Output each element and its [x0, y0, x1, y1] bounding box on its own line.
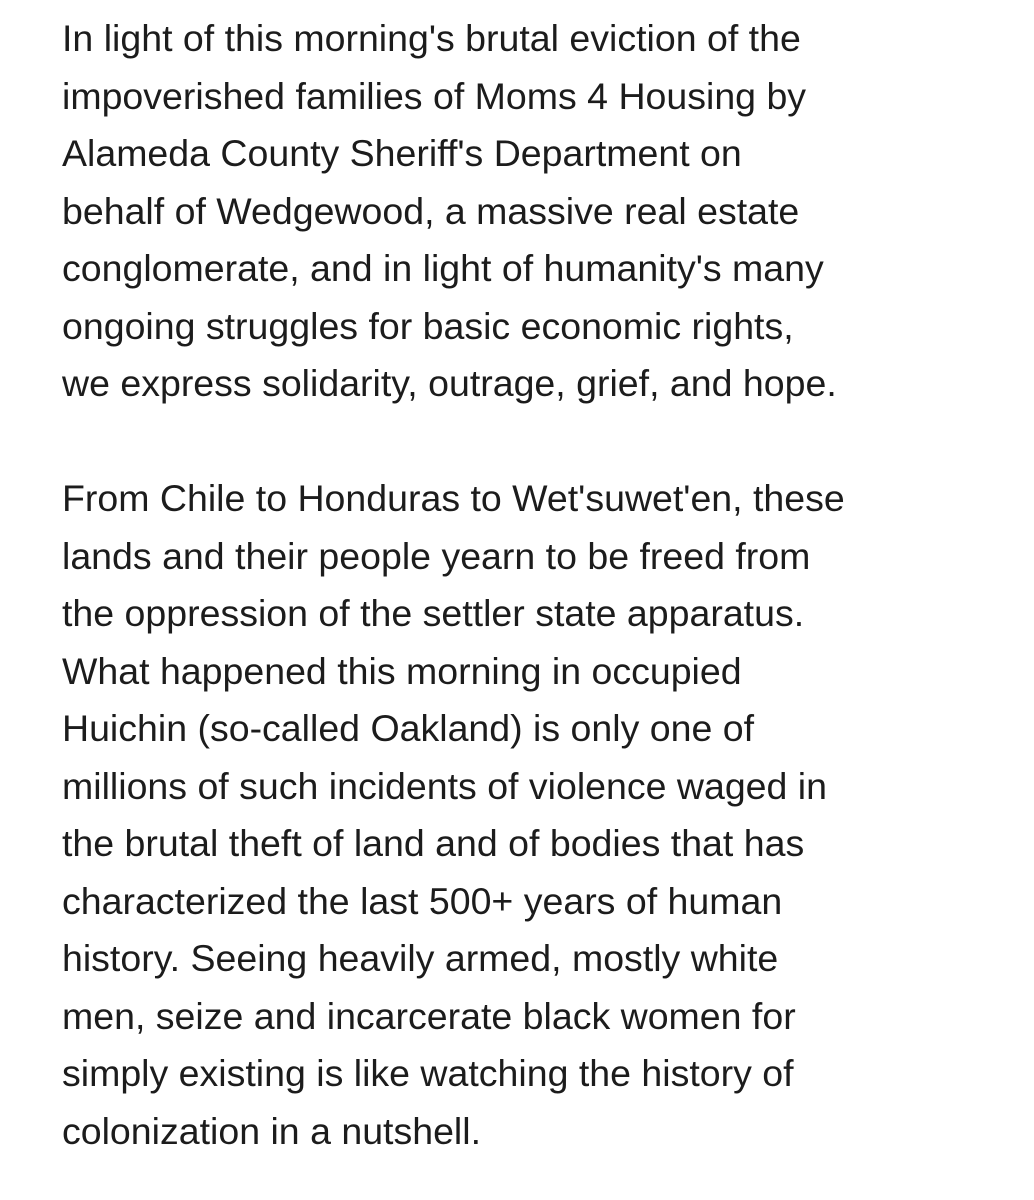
text-line: impoverished families of Moms 4 Housing by: [62, 74, 807, 117]
text-line: characterized the last 500+ years of human: [62, 879, 783, 922]
text-line: conglomerate, and in light of humanity's many: [62, 247, 824, 289]
paragraph-colonization: [62, 470, 1022, 1160]
text-line: Huichin (so-called Oakland) is only one of: [62, 707, 755, 749]
text-line: Alameda County Sheriff's Department on: [62, 132, 742, 174]
text-line: history. Seeing heavily armed, mostly white: [62, 937, 779, 979]
text-line: lands and their people yearn to be freed from: [62, 534, 811, 577]
text-line: What happened this morning in occupied: [62, 649, 742, 692]
text-line: From Chile to Honduras to Wet'suwet'en, these: [62, 477, 845, 519]
text-line: millions of such incidents of violence waged in: [62, 764, 827, 807]
paragraph-spacer: [62, 413, 1022, 471]
text-line: men, seize and incarcerate black women for: [62, 994, 796, 1037]
document-body: [62, 10, 1022, 1160]
text-line: colonization in a nutshell.: [62, 1109, 482, 1152]
paragraph-eviction: [62, 10, 1022, 413]
text-line: the oppression of the settler state apparatus.: [62, 592, 805, 634]
text-line: we express solidarity, outrage, grief, and hope.: [62, 362, 837, 404]
text-line: behalf of Wedgewood, a massive real estate: [62, 189, 800, 232]
text-line: In light of this morning's brutal eviction of the: [62, 17, 801, 59]
text-line: the brutal theft of land and of bodies that has: [62, 822, 805, 864]
text-line: ongoing struggles for basic economic rights,: [62, 304, 794, 347]
text-line: simply existing is like watching the history of: [62, 1052, 794, 1094]
